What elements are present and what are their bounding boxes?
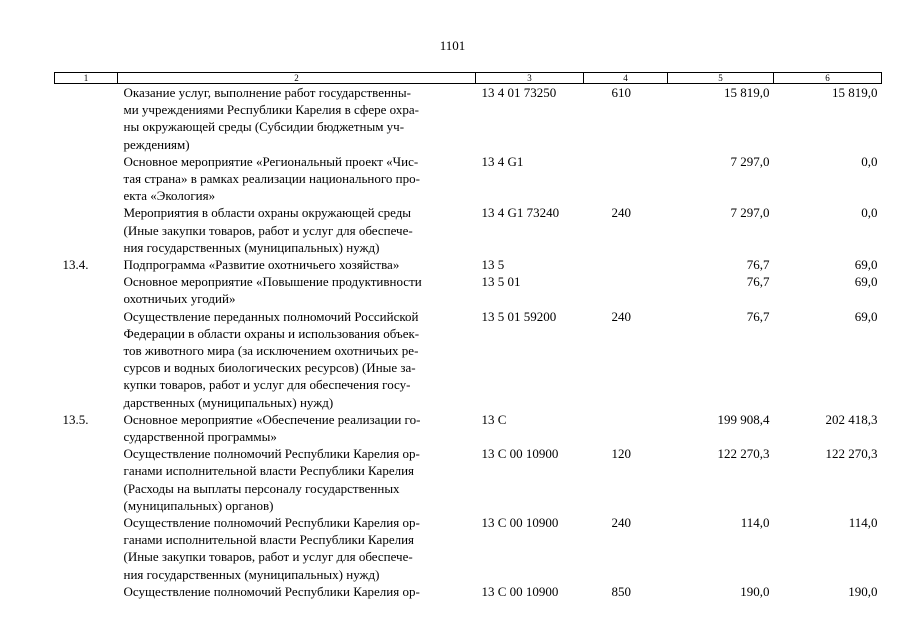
table-row [55, 84, 882, 153]
table-row [55, 153, 882, 205]
table-row [55, 204, 882, 256]
row-expense-type: 240 [611, 308, 631, 324]
row-sum-year-2: 69,0 [854, 308, 878, 324]
table-row [55, 308, 882, 411]
row-sum-year-1: 76,7 [746, 257, 770, 273]
row-target-code: 13 4 G1 73240 [481, 205, 560, 221]
row-sum-year-1: 190,0 [740, 583, 770, 599]
row-name-line: (Иные закупки товаров, работ и услуг для обеспече- [123, 549, 413, 565]
page-number: 1101 [439, 38, 466, 53]
table-body [55, 84, 882, 601]
row-target-code: 13 4 G1 [481, 153, 524, 169]
row-sum-year-2: 0,0 [861, 205, 878, 221]
row-sum-year-2: 15 819,0 [832, 85, 878, 100]
row-target-code: 13 5 01 59200 [481, 308, 557, 324]
row-sum-year-2: 69,0 [854, 257, 878, 273]
row-target-code: 13 С 00 10900 [481, 515, 559, 531]
row-expense-type [584, 153, 668, 205]
row-number: 13.5. [62, 411, 89, 427]
row-expense-type [584, 256, 668, 273]
row-name-line: ния государственных (муниципальных) нужд) [123, 239, 380, 255]
row-target-code: 13 5 [481, 257, 505, 273]
table-row [55, 514, 882, 583]
row-name [118, 84, 476, 153]
column-header-3: 3 [476, 73, 584, 84]
row-number [55, 153, 118, 205]
row-name [118, 445, 476, 514]
row-expense-type: 240 [611, 205, 631, 221]
row-name-line: Основное мероприятие «Повышение продуктивности [123, 274, 422, 290]
row-sum-year-1: 7 297,0 [730, 205, 770, 221]
row-name-line: Осуществление полномочий Республики Карелия ор- [123, 515, 420, 531]
row-expense-type: 120 [611, 446, 631, 462]
table-header [55, 73, 882, 84]
row-name [118, 153, 476, 205]
row-name [118, 273, 476, 307]
row-name-line: ми учреждениями Республики Карелия в сфере охра- [123, 102, 419, 118]
row-name [118, 308, 476, 411]
column-header-6: 6 [774, 73, 882, 84]
row-name-line: ганами исполнительной власти Республики Карелия [123, 463, 415, 479]
row-number [55, 273, 118, 307]
row-name-line: ганами исполнительной власти Республики Карелия [123, 532, 415, 548]
row-number [55, 583, 118, 600]
row-name-line: Осуществление полномочий Республики Карелия ор- [123, 446, 420, 462]
row-sum-year-2: 190,0 [848, 583, 878, 599]
row-expense-type: 240 [611, 515, 631, 531]
budget-table [54, 72, 882, 600]
row-expense-type [584, 273, 668, 307]
row-sum-year-2: 69,0 [854, 274, 878, 290]
row-number [55, 204, 118, 256]
row-name-line: тов животного мира (за исключением охотничьих ре- [123, 343, 419, 359]
row-sum-year-1: 76,7 [746, 274, 770, 290]
row-name-line: тая страна» в рамках реализации национального про- [123, 171, 420, 187]
row-name-line: екта «Экология» [123, 188, 216, 204]
row-name-line: (муниципальных) органов) [123, 497, 274, 513]
row-sum-year-2: 0,0 [861, 153, 878, 169]
column-header-4: 4 [584, 73, 668, 84]
column-header-5: 5 [668, 73, 774, 84]
row-name-line: Мероприятия в области охраны окружающей среды [123, 205, 412, 221]
table-row [55, 256, 882, 273]
row-number [55, 514, 118, 583]
row-number: 13.4. [62, 257, 89, 273]
row-sum-year-1: 114,0 [740, 515, 770, 531]
row-name-line: ны окружающей среды (Субсидии бюджетным уч- [123, 119, 405, 135]
row-sum-year-1: 15 819,0 [724, 85, 770, 100]
row-sum-year-2: 114,0 [848, 515, 878, 531]
row-name-line: Основное мероприятие «Региональный проект «Чис- [123, 153, 419, 169]
row-expense-type: 610 [611, 85, 631, 100]
row-target-code: 13 С 00 10900 [481, 446, 559, 462]
row-sum-year-1: 76,7 [746, 308, 770, 324]
row-number [55, 84, 118, 153]
row-sum-year-2: 202 418,3 [825, 411, 878, 427]
row-name [118, 204, 476, 256]
row-name-line: Основное мероприятие «Обеспечение реализации го- [123, 411, 421, 427]
table-row [55, 273, 882, 307]
row-name-line: Подпрограмма «Развитие охотничьего хозяйства» [123, 257, 400, 273]
row-name-line: охотничьих угодий» [123, 291, 236, 307]
row-name-line: сурсов и водных биологических ресурсов) (Иные за- [123, 360, 416, 376]
row-number [55, 308, 118, 411]
row-name [118, 583, 476, 600]
row-sum-year-1: 122 270,3 [717, 446, 770, 462]
row-name [118, 514, 476, 583]
row-name-line: Федерации в области охраны и использования объек- [123, 325, 420, 341]
row-number [55, 445, 118, 514]
row-name-line: сударственной программы» [123, 429, 277, 445]
table-row [55, 411, 882, 445]
row-name-line: ния государственных (муниципальных) нужд) [123, 566, 380, 582]
row-sum-year-2: 122 270,3 [825, 446, 878, 462]
row-target-code: 13 4 01 73250 [481, 85, 557, 100]
row-target-code: 13 С [481, 411, 507, 427]
column-header-2: 2 [118, 73, 476, 84]
table-row [55, 583, 882, 600]
row-sum-year-1: 199 908,4 [717, 411, 770, 427]
row-expense-type [584, 411, 668, 445]
row-target-code: 13 5 01 [481, 274, 521, 290]
table-row [55, 445, 882, 514]
row-name-line: Осуществление переданных полномочий Российской [123, 308, 419, 324]
row-name [118, 256, 476, 273]
row-target-code: 13 С 00 10900 [481, 583, 559, 599]
row-name-line: купки товаров, работ и услуг для обеспечения госу- [123, 377, 411, 393]
row-name [118, 411, 476, 445]
row-name-line: реждениям) [123, 136, 190, 152]
row-name-line: (Иные закупки товаров, работ и услуг для обеспече- [123, 222, 413, 238]
row-name-line: дарственных (муниципальных) нужд) [123, 394, 334, 410]
row-sum-year-1: 7 297,0 [730, 153, 770, 169]
row-expense-type: 850 [611, 583, 631, 599]
row-name-line: (Расходы на выплаты персоналу государственных [123, 480, 400, 496]
row-name-line: Оказание услуг, выполнение работ государственны- [123, 85, 411, 100]
column-header-1: 1 [55, 73, 118, 84]
row-name-line: Осуществление полномочий Республики Карелия ор- [123, 583, 420, 599]
